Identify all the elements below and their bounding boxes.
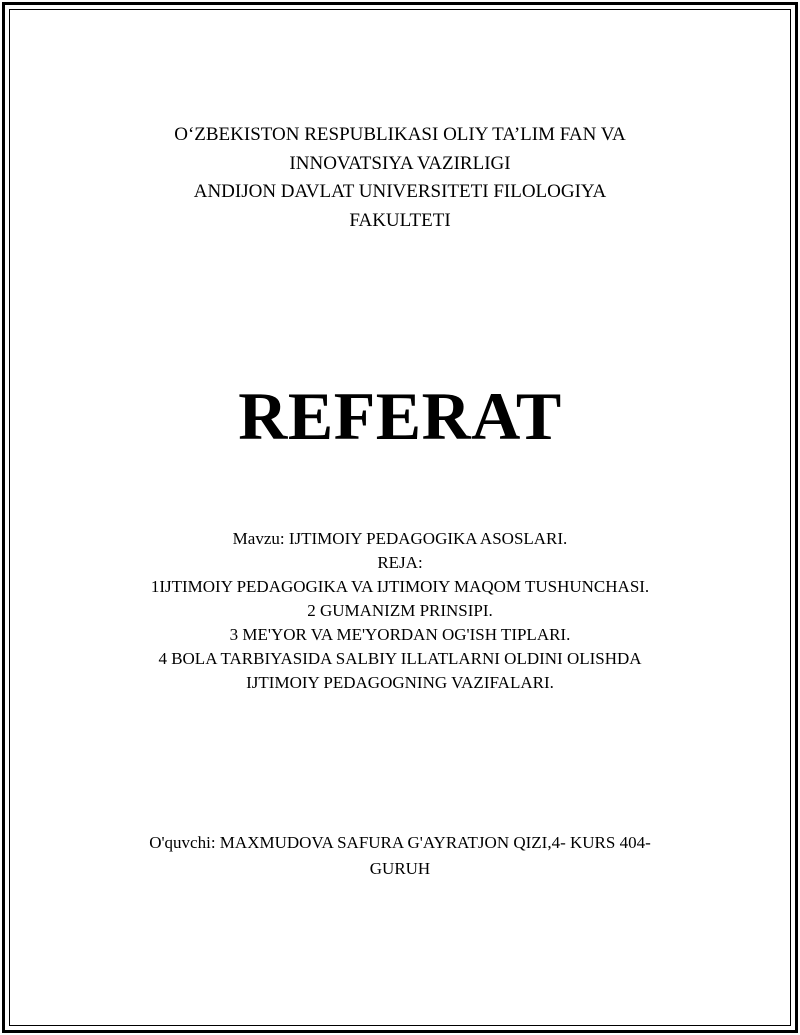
topic-line: Mavzu: IJTIMOIY PEDAGOGIKA ASOSLARI. — [232, 529, 568, 548]
header-line: FAKULTETI — [349, 209, 451, 231]
header-line: O‘ZBEKISTON RESPUBLIKASI OLIY TA’LIM FAN VA — [174, 124, 626, 145]
plan-heading: REJA: — [377, 553, 423, 572]
student-line: O'quvchi: MAXMUDOVA SAFURA G'AYRATJON QIZI,4- KURS 404- — [149, 833, 651, 852]
student-line: GURUH — [369, 858, 431, 878]
plan-item: 1IJTIMOIY PEDAGOGIKA VA IJTIMOIY MAQOM TUSHUNCHASI. — [150, 577, 650, 596]
plan-item: IJTIMOIY PEDAGOGNING VAZIFALARI. — [246, 673, 554, 692]
header-line: INNOVATSIYA VAZIRLIGI — [289, 152, 511, 174]
plan-item: 3 ME'YOR VA ME'YORDAN OG'ISH TIPLARI. — [229, 625, 571, 644]
institution-header — [40, 121, 760, 235]
plan-item: 2 GUMANIZM PRINSIPI. — [307, 601, 493, 620]
header-line: ANDIJON DAVLAT UNIVERSITETI FILOLOGIYA — [193, 181, 607, 202]
plan-item: 4 BOLA TARBIYASIDA SALBIY ILLATLARNI OLDINI OLISHDA — [158, 649, 642, 668]
plan-section — [40, 527, 760, 695]
student-info — [40, 830, 760, 881]
document-title: REFERAT — [238, 378, 562, 454]
